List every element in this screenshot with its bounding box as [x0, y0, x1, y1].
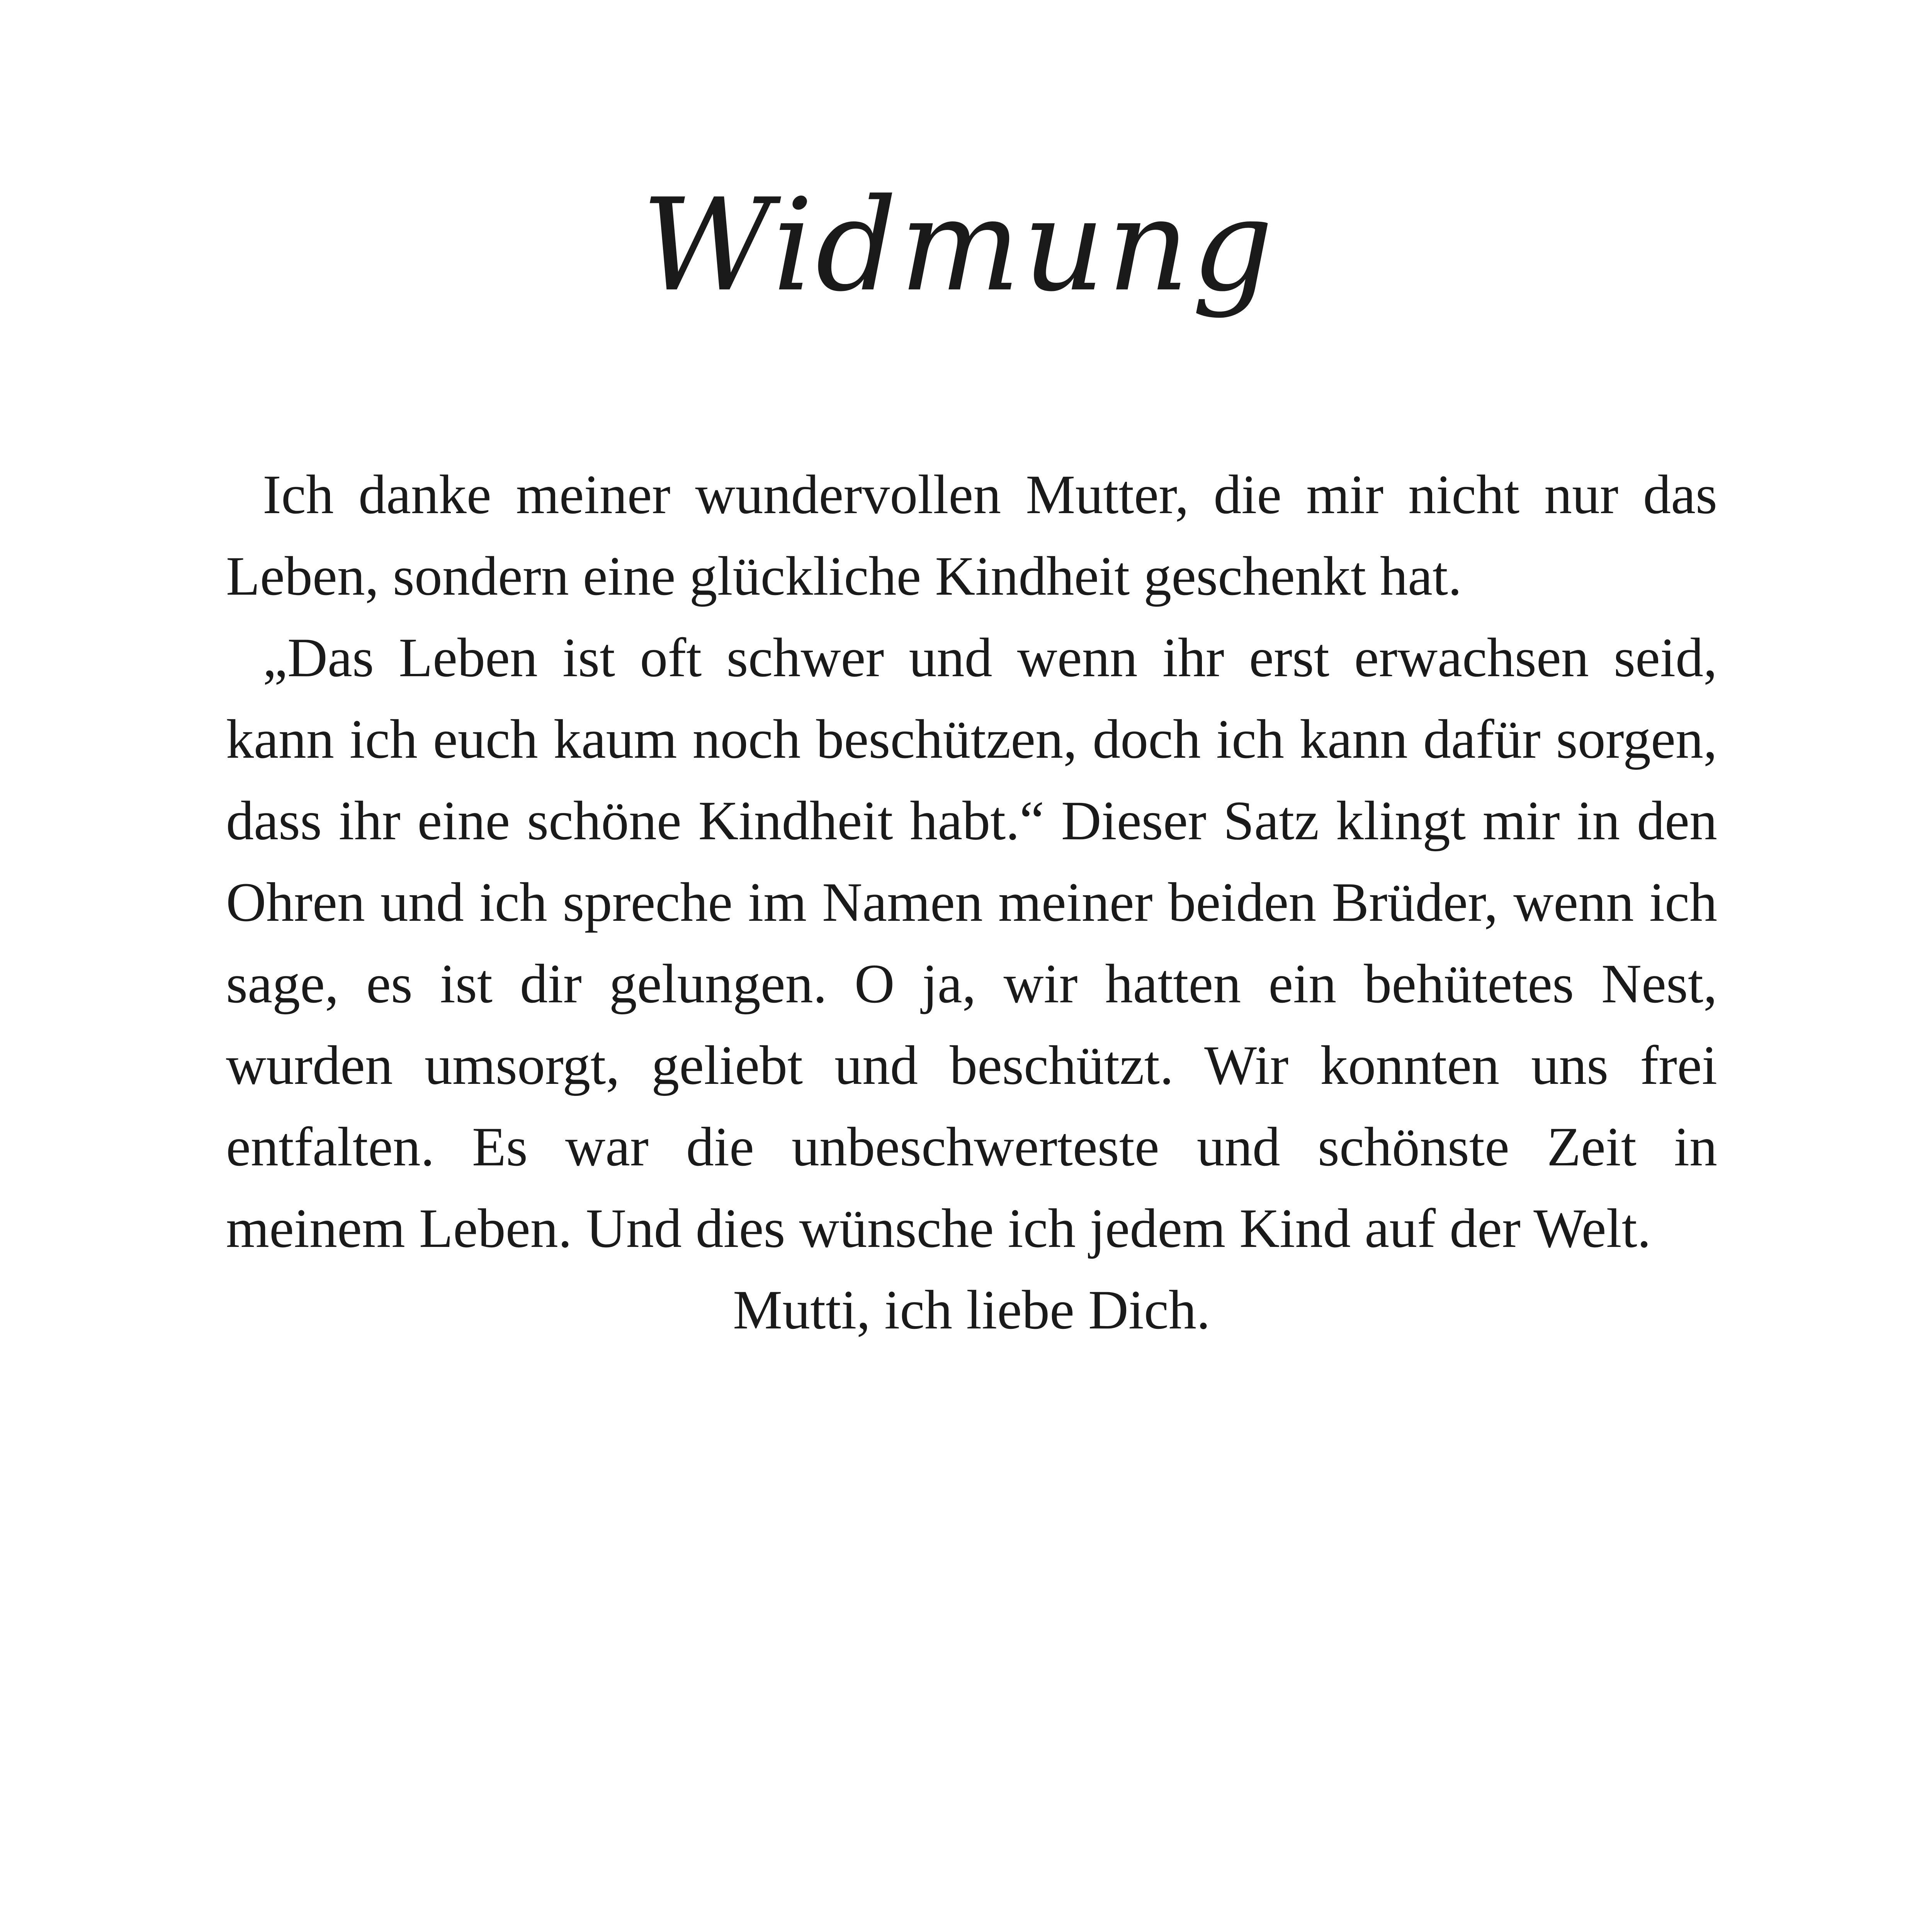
dedication-paragraph-1: Ich danke meiner wundervollen Mutter, die mir nicht nur das Leben, sondern eine glückliche Kindheit geschenkt hat.: [226, 464, 1717, 607]
dedication-text: [226, 454, 1717, 1351]
page-title: Widmung: [641, 171, 1276, 320]
dedication-paragraph-2: „Das Leben ist oft schwer und wenn ihr erst erwachsen seid, kann ich euch kaum noch beschützen, doch ich kann dafür sorgen, dass ihr eine schöne Kindheit habt.“ Dieser Satz klingt mir in den Ohren und ich spreche im Namen meiner beiden Brüder, wenn ich sage, es ist dir gelungen. O ja, wir hatten ein behütetes Nest, wurden umsorgt, geliebt und beschützt. Wir konnten uns frei entfalten. Es war die unbeschwerteste und schönste Zeit in meinem Leben. Und dies wünsche ich jedem Kind auf der Welt.: [226, 627, 1717, 1259]
dedication-closing: Mutti, ich liebe Dich.: [733, 1279, 1210, 1341]
